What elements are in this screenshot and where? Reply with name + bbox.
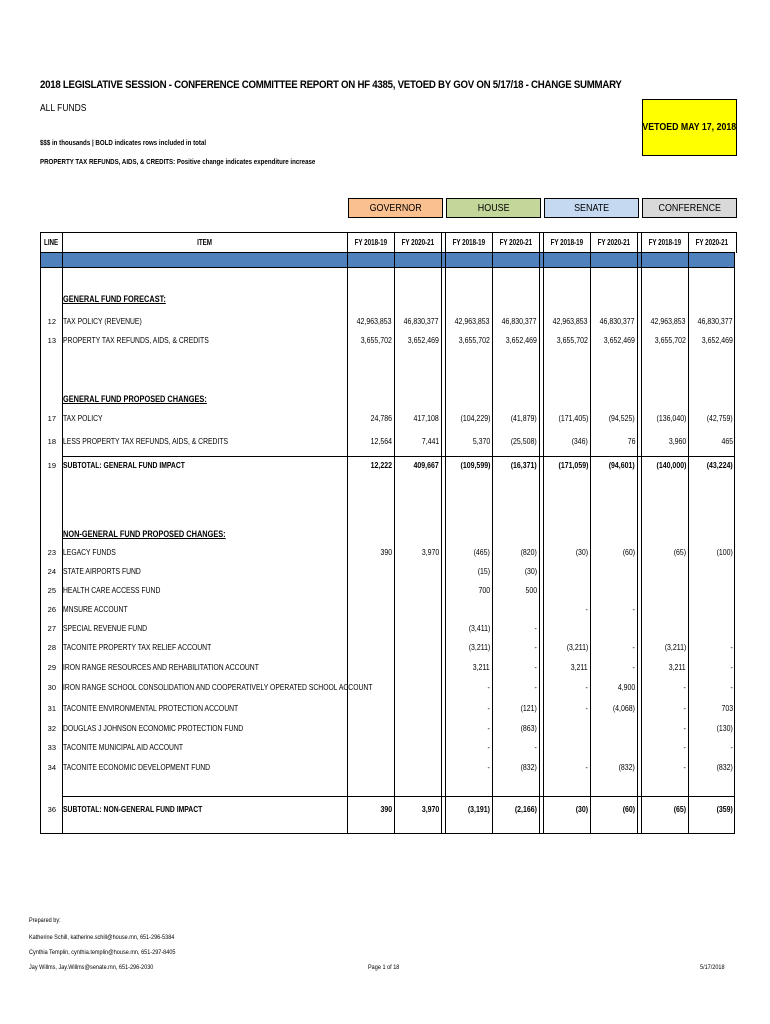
value-cell: (2,166) bbox=[514, 804, 537, 814]
table-row bbox=[40, 762, 735, 776]
table-row bbox=[40, 723, 735, 737]
value-cell: - bbox=[730, 642, 733, 652]
value-cell: - bbox=[683, 723, 686, 733]
value-cell: (820) bbox=[520, 547, 537, 557]
value-cell: 12,564 bbox=[370, 436, 392, 446]
table-row bbox=[40, 413, 735, 427]
value-cell: (16,371) bbox=[511, 460, 537, 470]
value-cell: (346) bbox=[571, 436, 588, 446]
value-cell: - bbox=[534, 742, 537, 752]
report-title: 2018 LEGISLATIVE SESSION - CONFERENCE COMMITTEE REPORT ON HF 4385, VETOED BY GOV ON 5/17/18 - CHANGE SUMMARY bbox=[40, 79, 622, 91]
line-number: 32 bbox=[47, 724, 56, 733]
line-number: 18 bbox=[47, 437, 56, 446]
value-cell: 500 bbox=[525, 585, 537, 595]
col-header-gov-fy2: FY 2020-21 bbox=[401, 237, 435, 247]
value-cell: 5,370 bbox=[472, 436, 490, 446]
col-header-senate-fy1: FY 2018-19 bbox=[550, 237, 584, 247]
value-cell: 465 bbox=[721, 436, 733, 446]
value-cell: (832) bbox=[716, 762, 733, 772]
veto-badge bbox=[642, 99, 737, 156]
table-row bbox=[40, 604, 735, 618]
value-cell: - bbox=[585, 703, 588, 713]
table-row bbox=[40, 623, 735, 637]
table-row bbox=[40, 703, 735, 717]
value-cell: - bbox=[585, 604, 588, 614]
line-number: 26 bbox=[47, 605, 56, 614]
value-cell: 390 bbox=[380, 547, 392, 557]
value-cell: (140,000) bbox=[656, 460, 686, 470]
col-header-item: ITEM bbox=[197, 237, 213, 247]
value-cell: (130) bbox=[716, 723, 733, 733]
row-label: SUBTOTAL: NON-GENERAL FUND IMPACT bbox=[63, 804, 203, 814]
table-row bbox=[40, 682, 735, 696]
value-cell: - bbox=[585, 682, 588, 692]
value-cell: - bbox=[632, 604, 635, 614]
value-cell: - bbox=[683, 682, 686, 692]
value-cell: 390 bbox=[380, 804, 392, 814]
value-cell: (65) bbox=[673, 804, 686, 814]
value-cell: - bbox=[683, 762, 686, 772]
line-number: 23 bbox=[47, 548, 56, 557]
line-number: 25 bbox=[47, 586, 56, 595]
row-label: IRON RANGE SCHOOL CONSOLIDATION AND COOPERATIVELY OPERATED SCHOOL ACCOUNT bbox=[63, 682, 373, 692]
value-cell: 42,963,853 bbox=[553, 316, 588, 326]
value-cell: - bbox=[534, 662, 537, 672]
row-label: PROPERTY TAX REFUNDS, AIDS, & CREDITS bbox=[63, 335, 209, 345]
value-cell: (65) bbox=[673, 547, 686, 557]
line-number: 17 bbox=[47, 414, 56, 423]
value-cell: - bbox=[585, 762, 588, 772]
value-cell: - bbox=[487, 682, 490, 692]
row-label: TACONITE ECONOMIC DEVELOPMENT FUND bbox=[63, 762, 211, 772]
value-cell: (30) bbox=[575, 547, 588, 557]
value-cell: 4,900 bbox=[617, 682, 635, 692]
col-header-conf-fy1: FY 2018-19 bbox=[648, 237, 682, 247]
row-label: MNSURE ACCOUNT bbox=[63, 604, 128, 614]
group-header-senate: SENATE bbox=[544, 198, 639, 218]
row-label: SPECIAL REVENUE FUND bbox=[63, 623, 148, 633]
line-number: 19 bbox=[47, 461, 56, 470]
line-number: 34 bbox=[47, 763, 56, 772]
value-cell: (15) bbox=[477, 566, 490, 576]
page-number: Page 1 of 18 bbox=[368, 964, 400, 971]
value-cell: 3,211 bbox=[669, 662, 686, 672]
table-row bbox=[40, 436, 735, 450]
group-header-house: HOUSE bbox=[446, 198, 541, 218]
value-cell: 3,652,469 bbox=[603, 335, 635, 345]
header-divider-bar bbox=[40, 252, 735, 268]
value-cell: 7,441 bbox=[421, 436, 439, 446]
value-cell: - bbox=[487, 762, 490, 772]
sign-note: PROPERTY TAX REFUNDS, AIDS, & CREDITS: Positive change indicates expenditure increase bbox=[40, 157, 316, 166]
value-cell: (3,411) bbox=[468, 623, 490, 633]
value-cell: 12,222 bbox=[370, 460, 392, 470]
subtotal-rule bbox=[63, 456, 735, 457]
row-label: TAX POLICY (REVENUE) bbox=[63, 316, 142, 326]
row-label: TAX POLICY bbox=[63, 413, 103, 423]
contact-line: Katherine Schill, katherine.schill@house.mn, 651-296-5384 bbox=[29, 934, 175, 941]
row-label: DOUGLAS J JOHNSON ECONOMIC PROTECTION FUND bbox=[63, 723, 244, 733]
value-cell: 3,960 bbox=[668, 436, 686, 446]
section-general-fund-proposed: GENERAL FUND PROPOSED CHANGES: bbox=[63, 394, 207, 404]
line-number: 27 bbox=[47, 624, 56, 633]
subtotal-row bbox=[40, 460, 735, 474]
value-cell: 3,970 bbox=[421, 547, 439, 557]
value-cell: - bbox=[487, 742, 490, 752]
subtotal-rule bbox=[63, 796, 735, 797]
value-cell: - bbox=[487, 723, 490, 733]
col-header-gov-fy1: FY 2018-19 bbox=[354, 237, 388, 247]
value-cell: (104,229) bbox=[460, 413, 490, 423]
contact-line: Cynthia Templin, cynthia.templin@house.mn, 651-297-8405 bbox=[29, 949, 176, 956]
value-cell: (832) bbox=[520, 762, 537, 772]
col-header-conf-fy2: FY 2020-21 bbox=[695, 237, 729, 247]
value-cell: (136,040) bbox=[656, 413, 686, 423]
row-label: LEGACY FUNDS bbox=[63, 547, 116, 557]
report-subtitle: ALL FUNDS bbox=[40, 103, 87, 114]
value-cell: (3,211) bbox=[664, 642, 686, 652]
value-cell: (25,508) bbox=[511, 436, 537, 446]
value-cell: - bbox=[730, 662, 733, 672]
value-cell: (4,068) bbox=[612, 703, 635, 713]
value-cell: (359) bbox=[716, 804, 733, 814]
value-cell: - bbox=[683, 703, 686, 713]
value-cell: 409,667 bbox=[413, 460, 439, 470]
value-cell: (3,211) bbox=[566, 642, 588, 652]
line-number: 29 bbox=[47, 663, 56, 672]
subtotal-row bbox=[40, 804, 735, 818]
line-number: 28 bbox=[47, 643, 56, 652]
value-cell: 24,786 bbox=[370, 413, 392, 423]
line-number: 13 bbox=[47, 336, 56, 345]
value-cell: 46,830,377 bbox=[502, 316, 537, 326]
value-cell: (465) bbox=[473, 547, 490, 557]
value-cell: (171,405) bbox=[558, 413, 588, 423]
value-cell: - bbox=[730, 742, 733, 752]
value-cell: 3,211 bbox=[571, 662, 588, 672]
value-cell: 42,963,853 bbox=[455, 316, 490, 326]
value-cell: (121) bbox=[520, 703, 537, 713]
table-row bbox=[40, 335, 735, 349]
row-label: LESS PROPERTY TAX REFUNDS, AIDS, & CREDITS bbox=[63, 436, 229, 446]
table-row bbox=[40, 662, 735, 676]
table-row bbox=[40, 642, 735, 656]
line-number: 31 bbox=[47, 704, 56, 713]
footer-date: 5/17/2018 bbox=[700, 964, 725, 971]
table-row bbox=[40, 316, 735, 330]
table-row bbox=[40, 566, 735, 580]
table-row bbox=[40, 742, 735, 756]
value-cell: 3,655,702 bbox=[556, 335, 588, 345]
value-cell: (30) bbox=[575, 804, 588, 814]
table-row bbox=[40, 585, 735, 599]
value-cell: - bbox=[632, 642, 635, 652]
value-cell: 42,963,853 bbox=[357, 316, 392, 326]
value-cell: (30) bbox=[524, 566, 537, 576]
line-number: 33 bbox=[47, 743, 56, 752]
value-cell: (43,224) bbox=[707, 460, 733, 470]
value-cell: 3,652,469 bbox=[505, 335, 537, 345]
col-header-house-fy1: FY 2018-19 bbox=[452, 237, 486, 247]
value-cell: 46,830,377 bbox=[404, 316, 439, 326]
row-label: SUBTOTAL: GENERAL FUND IMPACT bbox=[63, 460, 185, 470]
value-cell: 700 bbox=[478, 585, 490, 595]
value-cell: (41,879) bbox=[511, 413, 537, 423]
col-header-line: LINE bbox=[43, 237, 59, 247]
value-cell: - bbox=[534, 623, 537, 633]
value-cell: (94,525) bbox=[609, 413, 635, 423]
row-label: TACONITE PROPERTY TAX RELIEF ACCOUNT bbox=[63, 642, 212, 652]
value-cell: 3,970 bbox=[421, 804, 439, 814]
value-cell: 3,655,702 bbox=[360, 335, 392, 345]
value-cell: (171,059) bbox=[558, 460, 588, 470]
value-cell: (94,601) bbox=[609, 460, 635, 470]
value-cell: 42,963,853 bbox=[651, 316, 686, 326]
value-cell: 3,652,469 bbox=[701, 335, 733, 345]
line-number: 24 bbox=[47, 567, 56, 576]
value-cell: 46,830,377 bbox=[698, 316, 733, 326]
value-cell: (42,759) bbox=[707, 413, 733, 423]
row-label: STATE AIRPORTS FUND bbox=[63, 566, 141, 576]
value-cell: 3,655,702 bbox=[654, 335, 686, 345]
group-header-conference: CONFERENCE bbox=[642, 198, 737, 218]
contact-line: Jay Willms, Jay.Willms@senate.mn, 651-296-2030 bbox=[29, 964, 154, 971]
row-label: HEALTH CARE ACCESS FUND bbox=[63, 585, 161, 595]
value-cell: (109,599) bbox=[460, 460, 490, 470]
value-cell: (60) bbox=[622, 804, 635, 814]
value-cell: - bbox=[534, 642, 537, 652]
veto-badge-text: VETOED MAY 17, 2018 bbox=[642, 122, 737, 133]
value-cell: 417,108 bbox=[413, 413, 439, 423]
value-cell: (3,191) bbox=[467, 804, 490, 814]
value-cell: - bbox=[683, 742, 686, 752]
units-note: $$$ in thousands | BOLD indicates rows included in total bbox=[40, 138, 207, 147]
value-cell: (863) bbox=[520, 723, 537, 733]
line-number: 30 bbox=[47, 683, 56, 692]
section-general-fund-forecast: GENERAL FUND FORECAST: bbox=[63, 294, 166, 304]
value-cell: 703 bbox=[721, 703, 733, 713]
value-cell: (60) bbox=[622, 547, 635, 557]
line-number: 36 bbox=[47, 805, 56, 814]
prepared-by-label: Prepared by: bbox=[29, 917, 61, 924]
row-label: TACONITE ENVIRONMENTAL PROTECTION ACCOUNT bbox=[63, 703, 239, 713]
table-row bbox=[40, 547, 735, 561]
value-cell: 3,655,702 bbox=[458, 335, 490, 345]
value-cell: (3,211) bbox=[468, 642, 490, 652]
value-cell: - bbox=[487, 703, 490, 713]
row-label: TACONITE MUNICIPAL AID ACCOUNT bbox=[63, 742, 184, 752]
section-non-general-fund-proposed: NON-GENERAL FUND PROPOSED CHANGES: bbox=[63, 529, 226, 539]
value-cell: (832) bbox=[618, 762, 635, 772]
value-cell: 46,830,377 bbox=[600, 316, 635, 326]
group-header-governor: GOVERNOR bbox=[348, 198, 443, 218]
value-cell: 76 bbox=[627, 436, 635, 446]
value-cell: - bbox=[534, 682, 537, 692]
value-cell: (100) bbox=[716, 547, 733, 557]
line-number: 12 bbox=[47, 317, 56, 326]
value-cell: - bbox=[730, 682, 733, 692]
row-label: IRON RANGE RESOURCES AND REHABILITATION ACCOUNT bbox=[63, 662, 259, 672]
col-header-senate-fy2: FY 2020-21 bbox=[597, 237, 631, 247]
value-cell: 3,652,469 bbox=[407, 335, 439, 345]
value-cell: 3,211 bbox=[473, 662, 490, 672]
value-cell: - bbox=[632, 662, 635, 672]
col-header-house-fy2: FY 2020-21 bbox=[499, 237, 533, 247]
